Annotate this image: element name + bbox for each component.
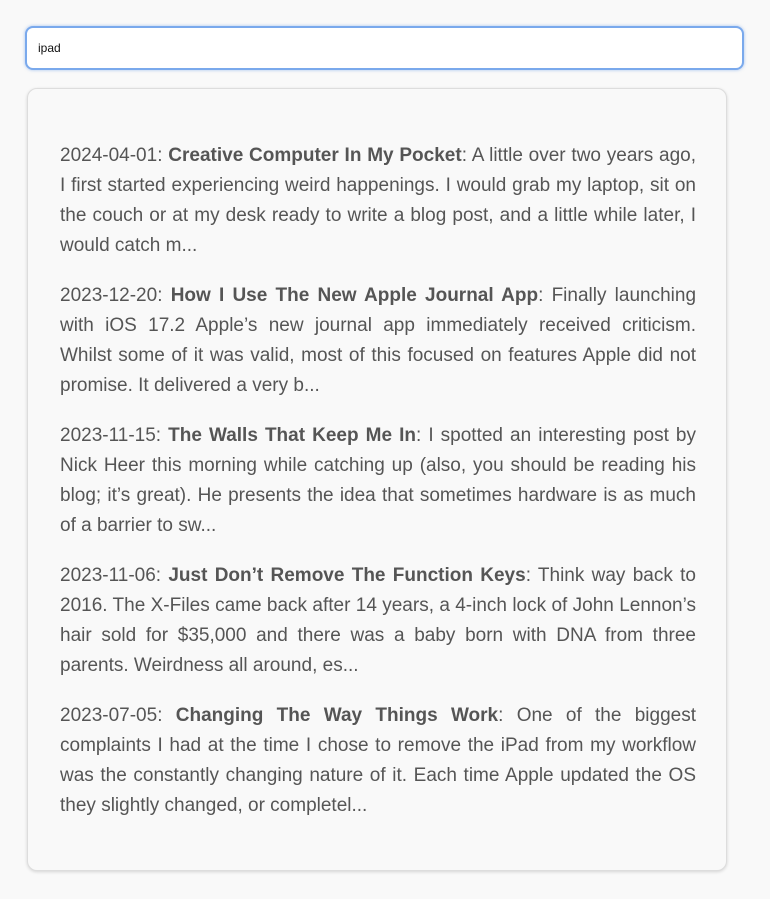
result-date: 2024-04-01	[60, 145, 158, 166]
result-excerpt: A little over two years ago, I first started experiencing weird happenings. I would grab my laptop, sit on the couch or at my desk ready to write a blog post, and a little while later, I would catch m...	[60, 145, 696, 256]
result-excerpt: Think way back to 2016. The X-Files came back after 14 years, a 4-inch lock of John Lennon’s hair sold for $35,000 and there was a baby born with DNA from three parents. Weirdness all around, es...	[60, 565, 696, 676]
result-excerpt: I spotted an interesting post by Nick Heer this morning while catching up (also, you should be reading his blog; it’s great). He presents the idea that sometimes hardware is as much of a barrier to sw...	[60, 425, 696, 536]
result-title-link[interactable]: The Walls That Keep Me In	[168, 425, 416, 446]
result-title-link[interactable]: Changing The Way Things Work	[175, 705, 499, 726]
search-result-item: 2023-07-05: Changing The Way Things Work: One of the biggest complaints I had at the time I chose to remove the iPad from my workflow was the constantly changing nature of it. Each time Apple updated the OS they slightly changed, or completel...	[60, 705, 696, 816]
result-date: 2023-12-20	[60, 285, 158, 306]
result-title-link[interactable]: Just Don’t Remove The Function Keys	[168, 565, 526, 586]
search-result-item: 2023-11-06: Just Don’t Remove The Function Keys: Think way back to 2016. The X-Files came back after 14 years, a 4-inch lock of John Lennon’s hair sold for $35,000 and there was a baby born with DNA from three parents. Weirdness all around, es...	[60, 565, 696, 676]
result-date: 2023-11-15	[60, 425, 156, 446]
result-title-link[interactable]: How I Use The New Apple Journal App	[170, 285, 539, 306]
search-input[interactable]	[27, 28, 742, 68]
search-results-panel	[27, 88, 727, 871]
search-result-item: 2024-04-01: Creative Computer In My Pocket: A little over two years ago, I first started experiencing weird happenings. I would grab my laptop, sit on the couch or at my desk ready to write a blog post, and a little while later, I would catch m...	[60, 145, 696, 256]
result-date: 2023-07-05	[60, 705, 158, 726]
result-title-link[interactable]: Creative Computer In My Pocket	[168, 145, 462, 166]
search-result-item: 2023-12-20: How I Use The New Apple Journal App: Finally launching with iOS 17.2 Apple’s new journal app immediately received criticism. Whilst some of it was valid, most of this focused on features Apple did not promise. It delivered a very b...	[60, 285, 697, 396]
search-results-list	[60, 141, 696, 841]
search-box[interactable]	[25, 26, 744, 70]
result-excerpt: One of the biggest complaints I had at the time I chose to remove the iPad from my workflow was the constantly changing nature of it. Each time Apple updated the OS they slightly changed, or completel...	[60, 705, 696, 816]
result-date: 2023-11-06	[60, 565, 156, 586]
result-excerpt: Finally launching with iOS 17.2 Apple’s new journal app immediately received criticism. Whilst some of it was valid, most of this focused on features Apple did not promise. It delivered a very b...	[60, 285, 697, 396]
search-result-item: 2023-11-15: The Walls That Keep Me In: I spotted an interesting post by Nick Heer this morning while catching up (also, you should be reading his blog; it’s great). He presents the idea that sometimes hardware is as much of a barrier to sw...	[60, 425, 696, 536]
